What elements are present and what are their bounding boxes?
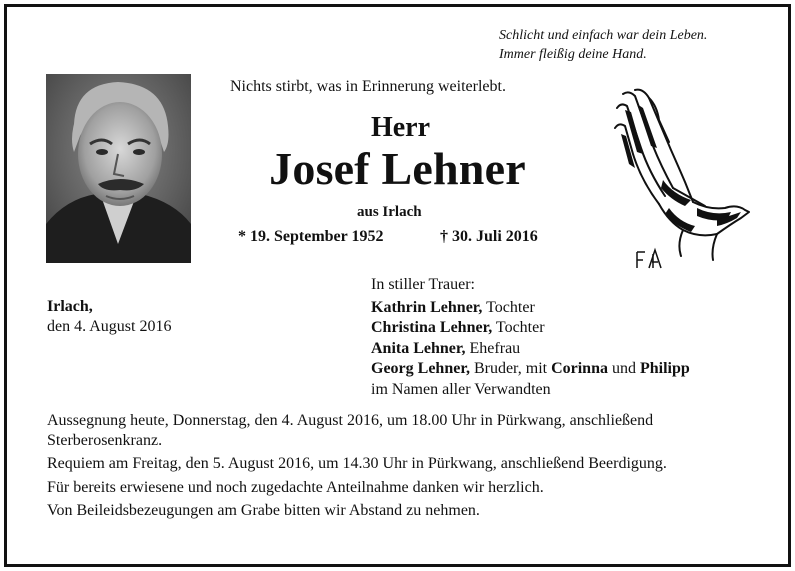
mourners-intro: In stiller Trauer: <box>371 276 475 293</box>
death-date: † 30. Juli 2016 <box>440 228 538 245</box>
deceased-origin: aus Irlach <box>357 204 422 220</box>
mourners-list <box>371 298 690 400</box>
mourner-extra-name: Philipp <box>639 360 690 378</box>
deceased-name-text: Josef Lehner <box>269 143 526 194</box>
mourner-name: Christina Lehner, <box>371 319 493 337</box>
info-paragraph: Für bereits erwiesene und noch zugedachte Anteilnahme danken wir herzlich. <box>47 478 544 496</box>
mourner-extra-name: Corinna <box>551 360 608 378</box>
epitaph-quote <box>499 26 707 64</box>
mourner-relation: Tochter <box>482 299 535 316</box>
mourner-relation: Ehefrau <box>465 339 521 357</box>
mourner-row <box>371 298 690 318</box>
mourner-name: Anita Lehner, <box>371 339 466 357</box>
notice-date: den 4. August 2016 <box>47 318 172 335</box>
praying-hands-icon <box>613 84 753 274</box>
mourner-name: Georg Lehner, <box>371 360 470 378</box>
epitaph-line-1: Schlicht und einfach war dein Leben. <box>499 28 708 43</box>
mourner-name: Kathrin Lehner, <box>371 299 483 316</box>
mourner-conjunction: und <box>607 360 640 378</box>
info-paragraph: Aussegnung heute, Donnerstag, den 4. August 2016, um 18.00 Uhr in Pürkwang, anschließend Sterberosenkranz. <box>47 412 654 449</box>
info-paragraph: Von Beileidsbezeugungen am Grabe bitten wir Abstand zu nehmen. <box>47 502 480 519</box>
info-paragraph: Requiem am Freitag, den 5. August 2016, um 14.30 Uhr in Pürkwang, anschließend Beerdigung. <box>47 455 667 472</box>
birth-date: * 19. September 1952 <box>238 228 384 245</box>
service-info <box>47 411 767 525</box>
mourner-relation: Bruder, mit <box>469 360 552 378</box>
salutation-text: Herr <box>370 112 431 143</box>
motto-line: Nichts stirbt, was in Erinnerung weiterlebt. <box>230 78 506 95</box>
mourner-row <box>371 359 690 379</box>
mourner-row <box>371 318 690 338</box>
place-name: Irlach, <box>47 298 93 315</box>
mourner-row <box>371 339 690 359</box>
epitaph-line-2: Immer fleißig deine Hand. <box>499 47 647 62</box>
mourners-closing: im Namen aller Verwandten <box>371 380 551 398</box>
mourner-relation: Tochter <box>492 319 545 337</box>
